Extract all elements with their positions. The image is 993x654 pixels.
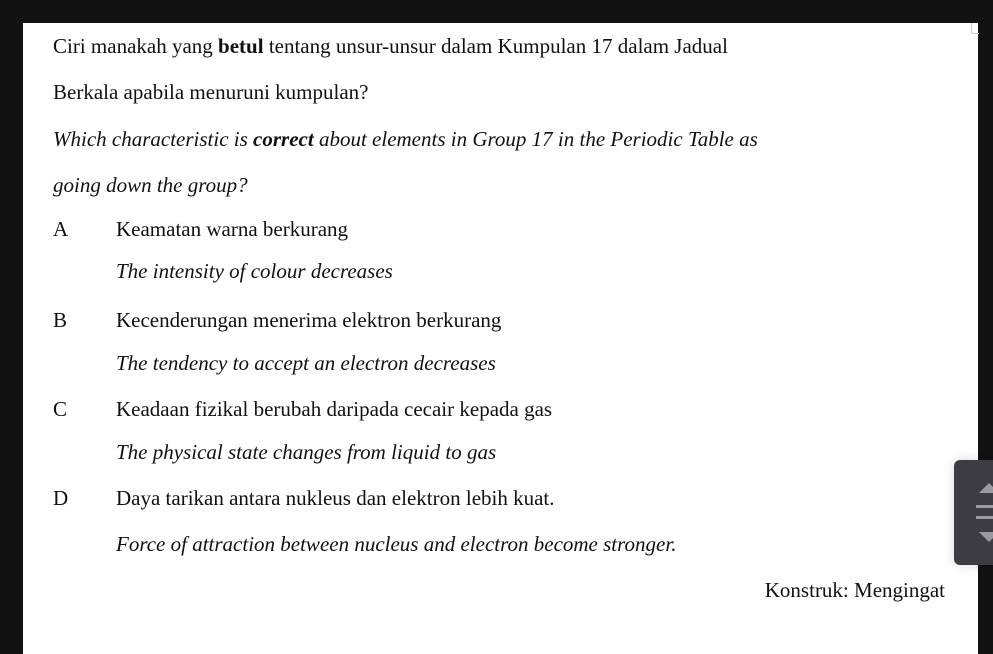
option-malay: Keamatan warna berkurang xyxy=(116,217,349,241)
scroll-up-icon[interactable] xyxy=(979,483,993,493)
page-corner-mark xyxy=(971,23,979,34)
text: Ciri manakah yang xyxy=(53,34,219,58)
option-english: The physical state changes from liquid to gas xyxy=(116,440,497,464)
option-malay: Kecenderungan menerima elektron berkurang xyxy=(116,308,502,332)
scroll-down-icon[interactable] xyxy=(979,532,993,542)
option-malay: Keadaan fizikal berubah daripada cecair kepada gas xyxy=(116,397,553,421)
scroll-control-widget[interactable] xyxy=(954,460,993,565)
option-english: The tendency to accept an electron decreases xyxy=(116,351,496,375)
question-english-line2: going down the group? xyxy=(53,173,248,197)
option-letter: B xyxy=(53,308,68,332)
document-page xyxy=(23,23,978,654)
emphasis: betul xyxy=(218,34,264,58)
option-letter: C xyxy=(53,397,68,421)
text: Which characteristic is xyxy=(53,127,254,151)
option-english: The intensity of colour decreases xyxy=(116,259,393,283)
text: tentang unsur-unsur dalam Kumpulan 17 dalam Jadual xyxy=(263,34,728,58)
emphasis: correct xyxy=(253,127,314,151)
option-malay: Daya tarikan antara nukleus dan elektron lebih kuat. xyxy=(116,486,555,510)
option-letter: A xyxy=(53,217,69,241)
option-english: Force of attraction between nucleus and electron become stronger. xyxy=(116,532,677,556)
option-letter: D xyxy=(53,486,69,510)
construct-label: Konstruk: Mengingat xyxy=(764,578,945,602)
handle-icon xyxy=(976,516,993,519)
question-malay-line1 xyxy=(53,34,728,59)
question-malay-line2: Berkala apabila menuruni kumpulan? xyxy=(53,80,369,104)
question-english-line1 xyxy=(53,127,758,152)
handle-icon xyxy=(976,505,993,508)
text: about elements in Group 17 in the Periodic Table as xyxy=(313,127,758,151)
